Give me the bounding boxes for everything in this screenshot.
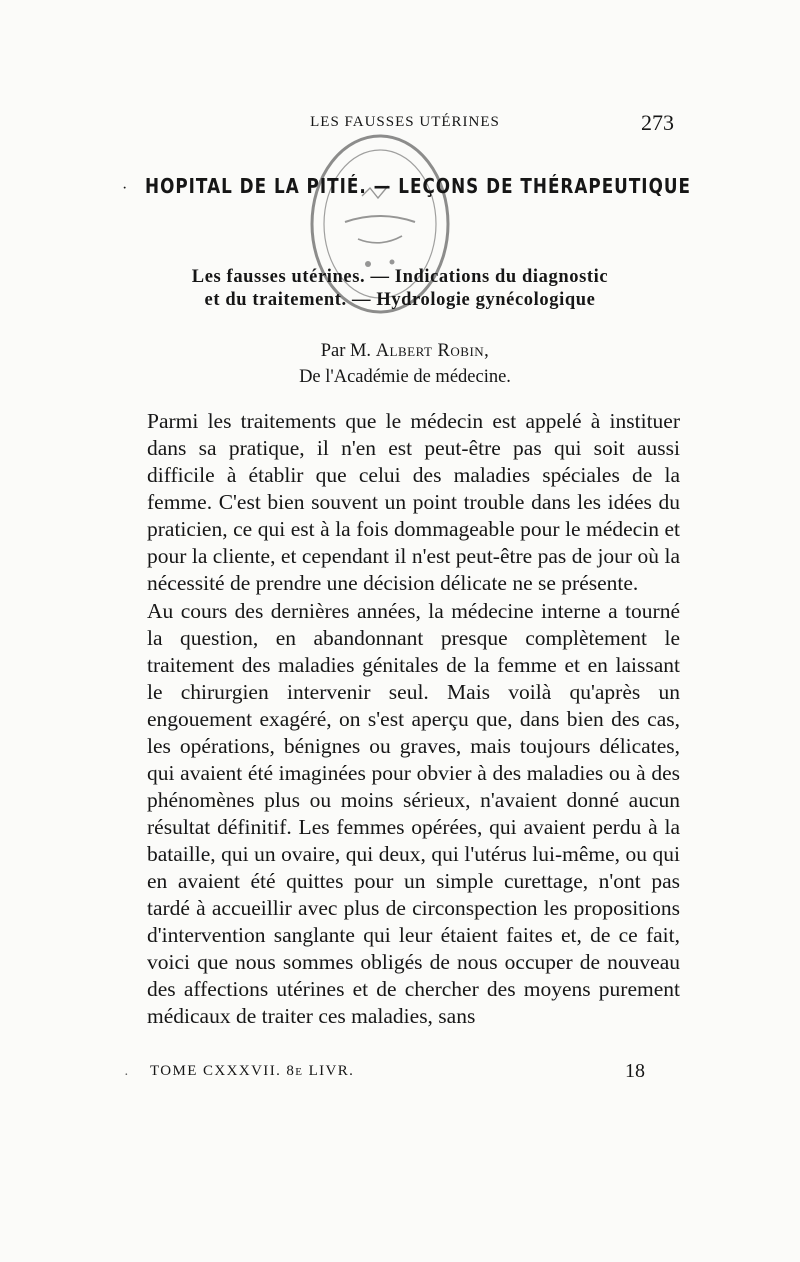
running-title: LES FAUSSES UTÉRINES xyxy=(310,114,500,130)
body-text xyxy=(147,408,680,1030)
byline-prefix: Par M. xyxy=(320,341,372,361)
margin-mark: · xyxy=(122,180,128,197)
paragraph-2: Au cours des dernières années, la médecine interne a tourné la question, en abandonnant presque complètement le traitement des maladies génitales de la femme et en laissant le chirurgien intervenir seul. Mais voilà qu'après un engouement exagéré, on s'est aperçu que, dans bien des cas, les opérations, bénignes ou graves, mais toujours délicates, qui avaient été imaginées pour obvier à des maladies ou à des phénomènes plus ou moins sérieux, n'avaient donné aucun résultat définitif. Les femmes opérées, qui avaient perdu à la bataille, qui un ovaire, qui deux, qui l'utérus lui-même, ou qui en avaient été quittes pour un simple curettage, n'ont pas tardé à accueillir avec plus de circonspection les propositions d'intervention sanglante qui leur étaient faites et, de ce fait, voici que nous sommes obligés de nous occuper de nouveau des affections utérines et de chercher des moyens purement médicaux de traiter ces maladies, sans xyxy=(147,599,680,1028)
sheet-number: 18 xyxy=(625,1060,645,1082)
section-heading: HOPITAL DE LA PITIÉ. — LEÇONS DE THÉRAPEUTIQUE xyxy=(145,174,691,198)
article-title-line-1: Les fausses utérines. — Indications du diagnostic xyxy=(191,267,609,287)
byline-author: Albert Robin, xyxy=(375,341,490,361)
byline-affiliation: De l'Académie de médecine. xyxy=(299,367,511,387)
byline-author-line xyxy=(200,338,610,364)
byline xyxy=(200,338,610,390)
margin-dot: · xyxy=(124,1068,129,1083)
signature-mark: TOME CXXXVII. 8e LIVR. xyxy=(150,1063,355,1079)
article-title xyxy=(130,266,670,312)
article-title-line-2: et du traitement. — Hydrologie gynécologique xyxy=(204,290,596,310)
paragraph-1: Parmi les traitements que le médecin est appelé à instituer dans sa pratique, il n'en est peut-être pas qui soit aussi difficile à établir que celui des maladies spéciales de la femme. C'est bien souvent un point trouble dans les idées du praticien, ce qui est à la fois dommageable pour le médecin et pour la cliente, et cependant il n'est peut-être pas de jour où la nécessité de prendre une décision délicate ne se présente. xyxy=(147,409,680,595)
page-number: 273 xyxy=(641,110,674,135)
